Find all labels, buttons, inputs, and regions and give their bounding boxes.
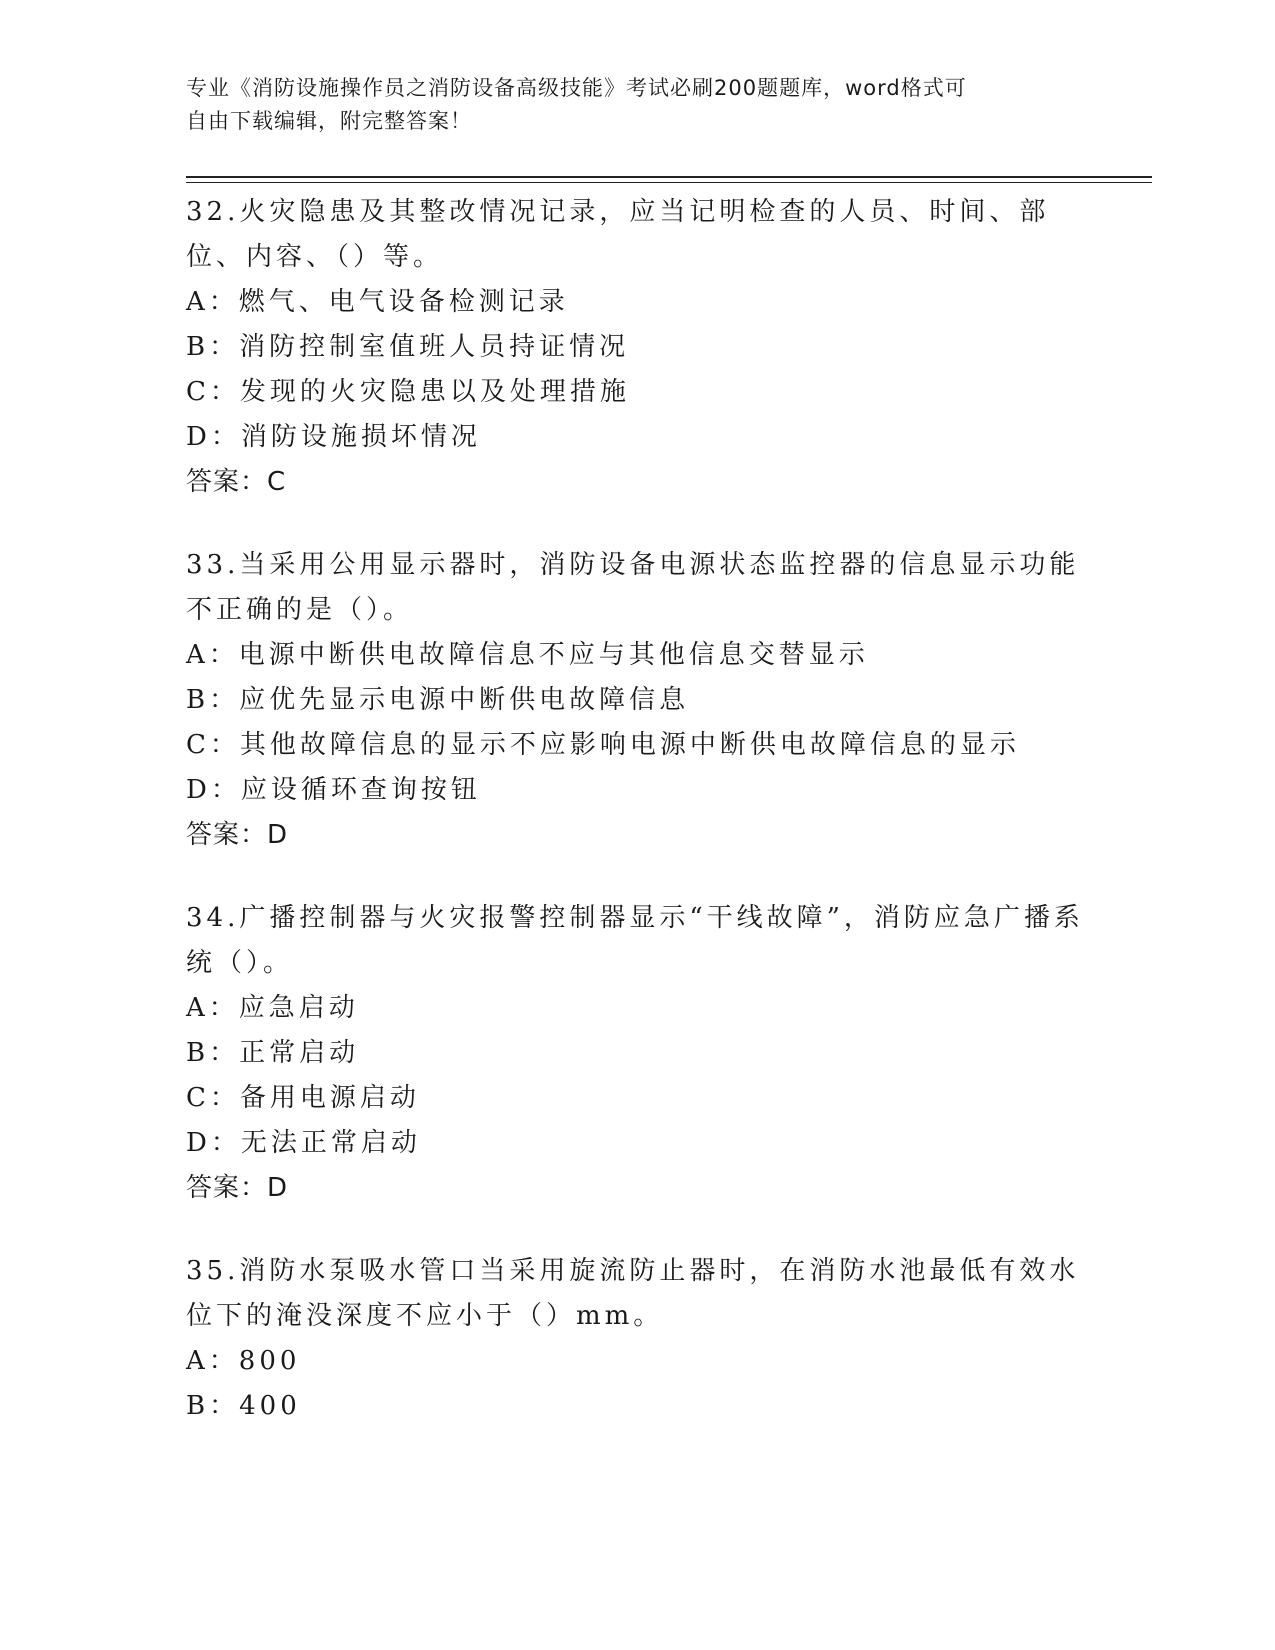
- option-a: A：应急启动: [186, 993, 359, 1023]
- option-c: C：发现的火灾隐患以及处理措施: [186, 377, 630, 407]
- question-32: [186, 190, 1086, 505]
- document-header: [186, 72, 1066, 138]
- header-line-2: 自由下载编辑，附完整答案！: [186, 109, 472, 133]
- header-rule-thin: [186, 182, 1152, 183]
- header-line-1: 专业《消防设施操作员之消防设备高级技能》考试必刷200题题库，word格式可: [186, 76, 967, 100]
- option-b: B：400: [186, 1391, 301, 1421]
- option-a: A：电源中断供电故障信息不应与其他信息交替显示: [186, 640, 869, 670]
- option-c: C：备用电源启动: [186, 1083, 420, 1113]
- answer: 答案：D: [186, 1173, 289, 1203]
- question-35: [186, 1249, 1086, 1429]
- option-d: D：应设循环查询按钮: [186, 775, 481, 805]
- option-a: A：燃气、电气设备检测记录: [186, 287, 569, 317]
- question-list: [186, 190, 1086, 1467]
- header-rule-thick: [186, 176, 1152, 178]
- option-b: B：消防控制室值班人员持证情况: [186, 332, 630, 362]
- option-a: A：800: [186, 1346, 301, 1376]
- option-b: B：正常启动: [186, 1038, 360, 1068]
- question-stem: 35.消防水泵吸水管口当采用旋流防止器时，在消防水池最低有效水位下的淹没深度不应小于（）mm。: [186, 1256, 1080, 1331]
- question-stem: 34.广播控制器与火灾报警控制器显示“干线故障”，消防应急广播系统（）。: [186, 903, 1084, 978]
- answer: 答案：C: [186, 467, 287, 497]
- question-stem: 32.火灾隐患及其整改情况记录，应当记明检查的人员、时间、部位、内容、（）等。: [186, 197, 1050, 272]
- option-d: D：无法正常启动: [186, 1128, 421, 1158]
- question-stem: 33.当采用公用显示器时，消防设备电源状态监控器的信息显示功能不正确的是（）。: [186, 550, 1080, 625]
- question-33: [186, 543, 1086, 858]
- option-c: C：其他故障信息的显示不应影响电源中断供电故障信息的显示: [186, 730, 1020, 760]
- option-b: B：应优先显示电源中断供电故障信息: [186, 685, 690, 715]
- question-34: [186, 896, 1086, 1211]
- option-d: D：消防设施损坏情况: [186, 422, 481, 452]
- answer: 答案：D: [186, 820, 289, 850]
